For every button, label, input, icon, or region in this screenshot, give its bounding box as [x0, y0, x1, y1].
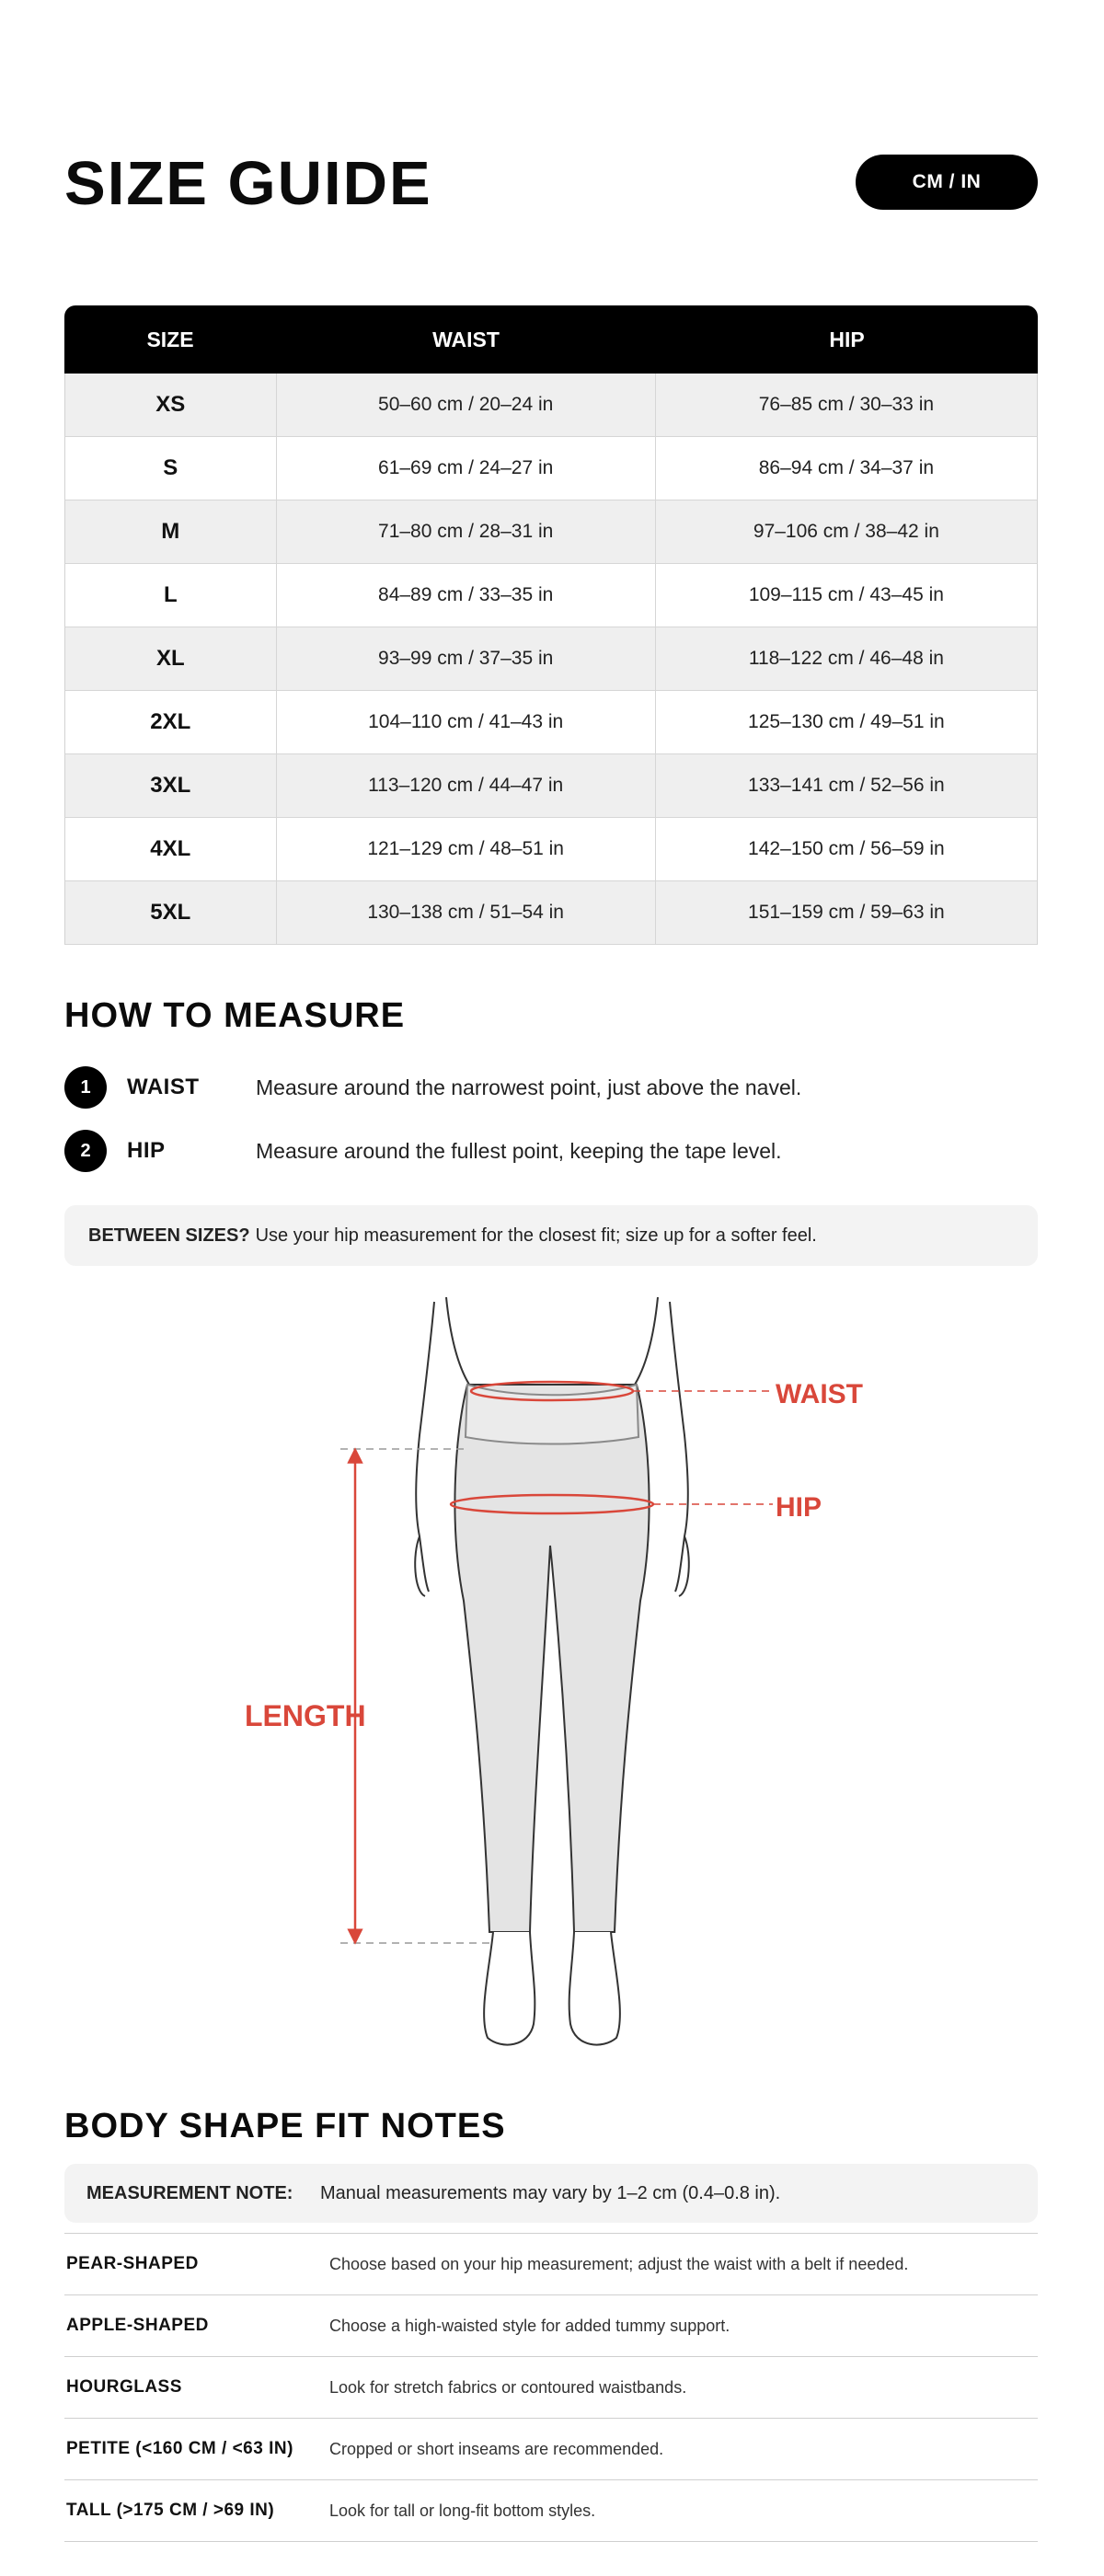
- hip-cell: 133–141 cm / 52–56 in: [748, 775, 945, 796]
- body-shape-label: PETITE (<160 CM / <63 IN): [66, 2439, 293, 2458]
- body-shape-advice: Look for tall or long-fit bottom styles.: [329, 2501, 596, 2520]
- measure-step-waist: [64, 1065, 1038, 1110]
- column-header-hip: HIP: [829, 327, 865, 351]
- table-row: [64, 754, 1038, 818]
- size-cell: S: [65, 437, 277, 500]
- size-table: [64, 305, 1038, 945]
- table-row: [64, 627, 1038, 691]
- table-row: [64, 881, 1038, 945]
- waist-cell: 130–138 cm / 51–54 in: [277, 881, 656, 944]
- hip-cell: 118–122 cm / 46–48 in: [748, 648, 944, 669]
- waist-cell: 104–110 cm / 41–43 in: [277, 691, 656, 753]
- column-header-size: SIZE: [146, 327, 194, 351]
- step-description: Measure around the narrowest point, just above the navel.: [256, 1075, 802, 1099]
- waist-cell: 93–99 cm / 37–35 in: [277, 627, 656, 690]
- hip-cell: 76–85 cm / 30–33 in: [758, 394, 935, 415]
- length-label: LENGTH: [245, 1699, 366, 1732]
- size-cell: 2XL: [65, 691, 277, 753]
- body-shape-label: HOURGLASS: [66, 2377, 182, 2397]
- page-header: [64, 147, 1038, 221]
- waist-cell: 71–80 cm / 28–31 in: [277, 500, 656, 563]
- step-label: HIP: [127, 1138, 166, 1163]
- fit-note-row: [64, 2234, 1038, 2295]
- fit-note-row: [64, 2295, 1038, 2357]
- waist-cell: 113–120 cm / 44–47 in: [277, 754, 656, 817]
- body-shape-label: TALL (>175 CM / >69 IN): [66, 2501, 275, 2520]
- step-number-badge: 2: [64, 1130, 107, 1172]
- hip-label: HIP: [776, 1492, 822, 1523]
- measurement-note-text: Manual measurements may vary by 1–2 cm (0.4–0.8 in).: [320, 2182, 781, 2203]
- table-row: [64, 818, 1038, 881]
- waist-label: WAIST: [776, 1379, 863, 1409]
- waist-cell: 50–60 cm / 20–24 in: [277, 374, 656, 436]
- hip-cell: 125–130 cm / 49–51 in: [748, 711, 945, 732]
- step-number-badge: 1: [64, 1066, 107, 1109]
- hip-cell: 97–106 cm / 38–42 in: [753, 521, 939, 542]
- body-shape-advice: Choose based on your hip measurement; adjust the waist with a belt if needed.: [329, 2254, 909, 2273]
- body-shape-advice: Choose a high-waisted style for added tummy support.: [329, 2316, 730, 2335]
- waist-cell: 61–69 cm / 24–27 in: [277, 437, 656, 500]
- measurement-note: [64, 2164, 1038, 2223]
- body-shape-label: PEAR-SHAPED: [66, 2254, 199, 2273]
- table-row: [64, 564, 1038, 627]
- column-header-waist: WAIST: [432, 327, 500, 351]
- hip-cell: 142–150 cm / 56–59 in: [748, 838, 945, 859]
- step-label: WAIST: [127, 1075, 200, 1099]
- size-cell: M: [65, 500, 277, 563]
- measure-step-hip: [64, 1129, 1038, 1173]
- how-to-measure-heading: HOW TO MEASURE: [64, 996, 406, 1035]
- waist-cell: 121–129 cm / 48–51 in: [277, 818, 656, 880]
- table-row: [64, 374, 1038, 437]
- hip-cell: 86–94 cm / 34–37 in: [758, 457, 935, 478]
- measurement-figure: [0, 1288, 1104, 2061]
- waist-cell: 84–89 cm / 33–35 in: [277, 564, 656, 627]
- step-description: Measure around the fullest point, keeping the tape level.: [256, 1138, 782, 1163]
- table-row: [64, 437, 1038, 500]
- fit-note-row: [64, 2480, 1038, 2542]
- between-sizes-note: [64, 1205, 1038, 1266]
- leggings-illustration: [0, 1288, 1104, 2061]
- body-shape-advice: Look for stretch fabrics or contoured waistbands.: [329, 2377, 687, 2397]
- fit-notes-list: [64, 2233, 1038, 2542]
- fit-note-row: [64, 2357, 1038, 2419]
- table-header: [64, 305, 1038, 374]
- body-shape-label: APPLE-SHAPED: [66, 2316, 209, 2335]
- between-sizes-label: BETWEEN SIZES?: [88, 1225, 250, 1246]
- size-cell: L: [65, 564, 277, 627]
- page-title: SIZE GUIDE: [64, 149, 432, 218]
- size-cell: 3XL: [65, 754, 277, 817]
- hip-cell: 109–115 cm / 43–45 in: [748, 584, 944, 605]
- size-cell: XS: [65, 374, 277, 436]
- hip-cell: 151–159 cm / 59–63 in: [748, 902, 945, 923]
- between-sizes-text: Use your hip measurement for the closest fit; size up for a softer feel.: [255, 1225, 817, 1246]
- size-cell: 4XL: [65, 818, 277, 880]
- size-cell: XL: [65, 627, 277, 690]
- size-cell: 5XL: [65, 881, 277, 944]
- body-shape-advice: Cropped or short inseams are recommended.: [329, 2439, 664, 2458]
- measurement-note-label: MEASUREMENT NOTE:: [86, 2182, 293, 2203]
- unit-toggle-button[interactable]: CM / IN: [856, 155, 1038, 210]
- table-row: [64, 500, 1038, 564]
- table-row: [64, 691, 1038, 754]
- fit-note-row: [64, 2419, 1038, 2480]
- fit-notes-heading: BODY SHAPE FIT NOTES: [64, 2107, 506, 2145]
